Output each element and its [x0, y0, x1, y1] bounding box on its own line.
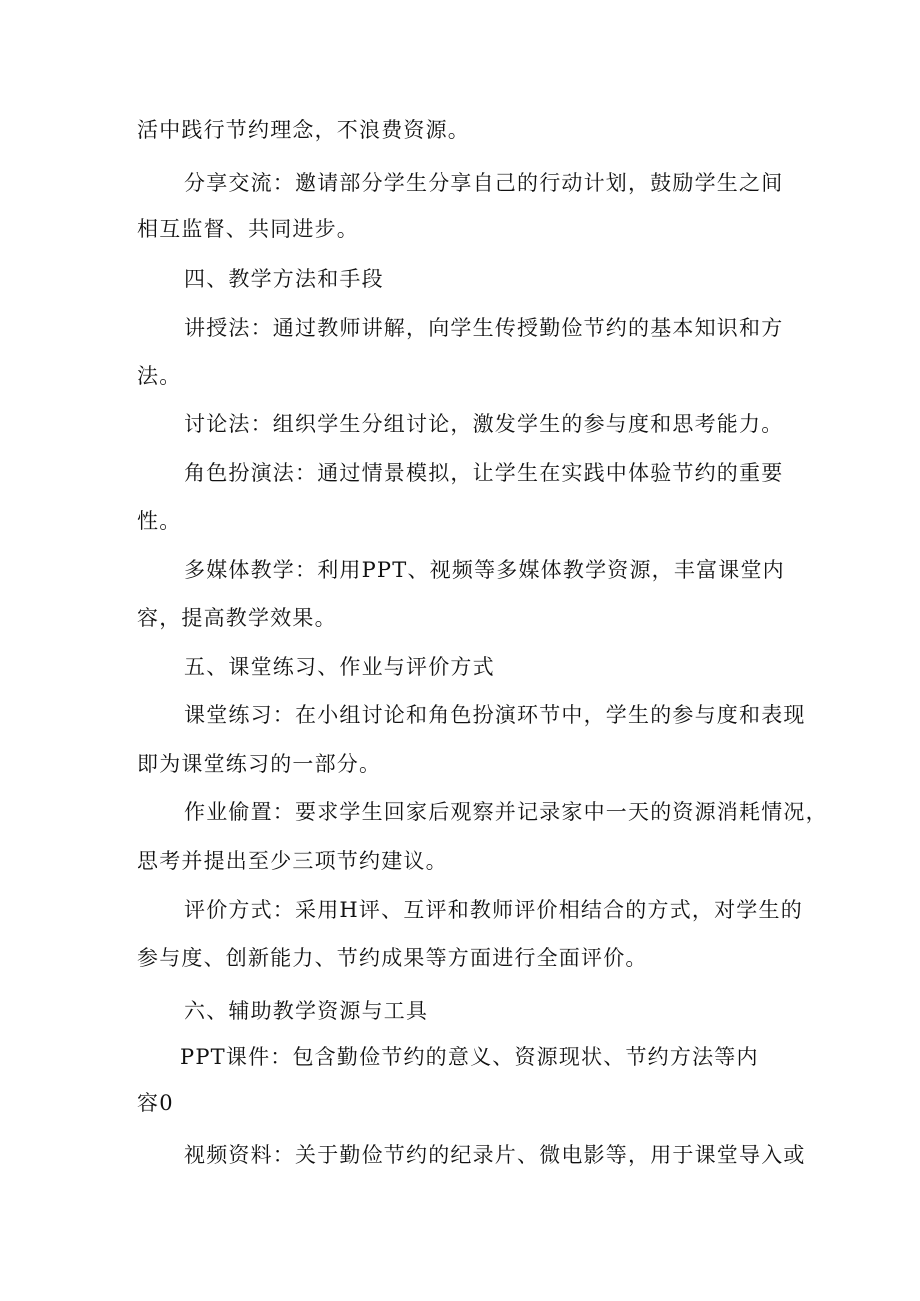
paragraph-line: 思考并提出至少三项节约建议。 [137, 849, 448, 873]
paragraph-line: 容0 [137, 1091, 174, 1115]
paragraph-line: 性。 [137, 509, 182, 533]
paragraph-line: 课堂练习：在小组讨论和角色扮演环节中，学生的参与度和表现 [184, 703, 806, 727]
paragraph-line: 容，提高教学效果。 [137, 606, 337, 630]
paragraph-line: 视频资料：关于勤俭节约的纪录片、微电影等，用于课堂导入或 [184, 1143, 806, 1167]
paragraph-line: 活中践行节约理念，不浪费资源。 [137, 118, 470, 142]
section-heading: 五、课堂练习、作业与评价方式 [184, 655, 495, 679]
paragraph-line: 讨论法：组织学生分组讨论，激发学生的参与度和思考能力。 [184, 412, 784, 436]
paragraph-line: 相互监督、共同进步。 [137, 217, 359, 241]
paragraph-line: 参与度、创新能力、节约成果等方面进行全面评价。 [137, 946, 648, 970]
section-heading: 六、辅助教学资源与工具 [184, 999, 429, 1023]
paragraph-line: 角色扮演法：通过情景模拟，让学生在实践中体验节约的重要 [184, 461, 784, 485]
paragraph-line: 即为课堂练习的一部分。 [137, 752, 382, 776]
paragraph-line: PPT课件：包含勤俭节约的意义、资源现状、节约方法等内 [180, 1045, 759, 1069]
paragraph-line: 法。 [137, 364, 182, 388]
paragraph-line: 评价方式：采用H评、互评和教师评价相结合的方式，对学生的 [184, 898, 803, 922]
section-heading: 四、教学方法和手段 [184, 267, 384, 291]
paragraph-line: 分享交流：邀请部分学生分享自己的行动计划，鼓励学生之间 [184, 171, 784, 195]
paragraph-line: 多媒体教学：利用PPT、视频等多媒体教学资源，丰富课堂内 [184, 558, 785, 582]
paragraph-line: 讲授法：通过教师讲解，向学生传授勤俭节约的基本知识和方 [184, 316, 784, 340]
paragraph-line: 作业偷置：要求学生回家后观察并记录家中一天的资源消耗情况， [184, 800, 828, 824]
